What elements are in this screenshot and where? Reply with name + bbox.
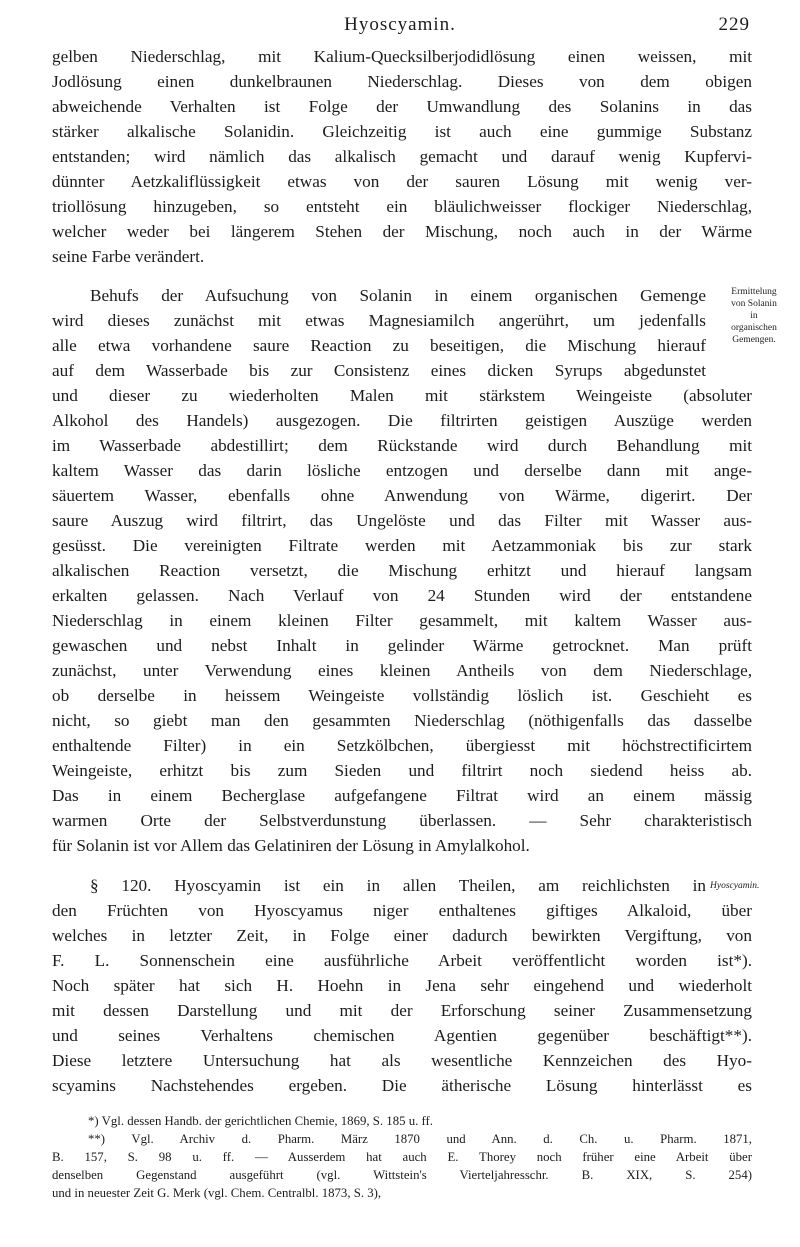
footnote: *) Vgl. dessen Handb. der gerichtlichen Chemie, 1869, S. 185 u. ff. [88,1114,433,1128]
text-line: den Früchten von Hyoscyamus niger enthaltenes giftiges Alkaloid, über [52,901,752,920]
text-line: säuertem Wasser, ebenfalls ohne Anwendung von Wärme, digerirt. Der [52,486,752,505]
text-line: Alkohol des Handels) ausgezogen. Die filtrirten geistigen Auszüge werden [52,411,752,430]
text-line: welches in letzter Zeit, in Folge einer dadurch bewirkten Vergiftung, von [52,926,752,945]
text-line: Jodlösung einen dunkelbraunen Niederschlag. Dieses von dem obigen [52,72,752,91]
text-line: gesüsst. Die vereinigten Filtrate werden mit Aetzammoniak bis zur stark [52,536,752,555]
text-line: Noch später hat sich H. Hoehn in Jena sehr eingehend und wiederholt [52,976,752,995]
text-line: seine Farbe verändert. [52,247,205,266]
footnote: **) Vgl. Archiv d. Pharm. März 1870 und Ann. d. Ch. u. Pharm. 1871, [88,1132,752,1146]
text-line: und seines Verhaltens chemischen Agentien gegenüber beschäftigt**). [52,1026,752,1045]
text-line: kaltem Wasser das darin lösliche entzogen und derselbe dann mit ange- [52,461,752,480]
footnote-line: B. 157, S. 98 u. ff. — Ausserdem hat auch E. Thorey noch früher eine Arbeit über [52,1150,752,1164]
text-line: zunächst, unter Verwendung eines kleinen Antheils von dem Niederschlage, [52,661,752,680]
text-line: alkalischen Reaction versetzt, die Mischung erhitzt und hierauf langsam [52,561,752,580]
text-line: scyamins Nachstehendes ergeben. Die ätherische Lösung hinterlässt es [52,1076,752,1095]
text-line: und dieser zu wiederholten Malen mit stärkstem Weingeiste (absoluter [52,386,752,405]
text-line: wird dieses zunächst mit etwas Magnesiamilch angerührt, um jedenfalls [52,311,706,330]
text-line: Behufs der Aufsuchung von Solanin in einem organischen Gemenge [90,286,706,305]
margin-note: Ermittelung von Solanin in organischen Gemengen. [731,287,777,345]
running-head: Hyoscyamin. [344,14,456,35]
text-line: alle etwa vorhandene saure Reaction zu beseitigen, die Mischung hierauf [52,336,706,355]
text-line: Das in einem Becherglase aufgefangene Filtrat wird an einem mässig [52,786,752,805]
text-line: entstanden; wird nämlich das alkalisch gemacht und darauf wenig Kupfervi- [52,147,752,166]
text-line: warmen Orte der Selbstverdunstung überlassen. — Sehr charakteristisch [52,811,752,830]
text-line: Weingeiste, erhitzt bis zum Sieden und filtrirt noch siedend heiss ab. [52,761,752,780]
text-line: für Solanin ist vor Allem das Gelatiniren der Lösung in Amylalkohol. [52,836,530,855]
margin-note: Hyoscyamin. [710,881,760,891]
text-line: saure Auszug wird filtrirt, das Ungelöste und das Filter mit Wasser aus- [52,511,752,530]
text-line: im Wasserbade abdestillirt; dem Rückstande wird durch Behandlung mit [52,436,752,455]
page-number: 229 [718,14,750,35]
footnote-line: und in neuester Zeit G. Merk (vgl. Chem. Centralbl. 1873, S. 3), [52,1186,382,1200]
text-line: dünnter Aetzkaliflüssigkeit etwas von der sauren Lösung mit wenig ver- [52,172,752,191]
text-line: Diese letztere Untersuchung hat als wesentliche Kennzeichen des Hyo- [52,1051,752,1070]
text-line: erkalten gelassen. Nach Verlauf von 24 Stunden wird der entstandene [52,586,752,605]
text-line: ob derselbe in heissem Weingeiste vollständig löslich ist. Geschieht es [52,686,752,705]
text-line: welcher weder bei längerem Stehen der Mischung, noch auch in der Wärme [52,222,752,241]
text-line: triollösung hinzugeben, so entsteht ein bläulichweisser flockiger Niederschlag, [52,197,752,216]
text-line: nicht, so giebt man den gesammten Niederschlag (nöthigenfalls das dasselbe [52,711,752,730]
text-line: Niederschlag in einem kleinen Filter gesammelt, mit kaltem Wasser aus- [52,611,752,630]
text-line: mit dessen Darstellung und mit der Erforschung seiner Zusammensetzung [52,1001,752,1020]
text-line: F. L. Sonnenschein eine ausführliche Arbeit veröffentlicht worden ist*). [52,951,752,970]
text-line: auf dem Wasserbade bis zur Consistenz eines dicken Syrups abgedunstet [52,361,706,380]
footnote-line: denselben Gegenstand ausgeführt (vgl. Wittstein's Vierteljahresschr. B. XIX, S. 254) [52,1168,752,1182]
text-line: stärker alkalische Solanidin. Gleichzeitig ist auch eine gummige Substanz [52,122,752,141]
text-line: gelben Niederschlag, mit Kalium-Quecksilberjodidlösung einen weissen, mit [52,47,752,66]
text-line: abweichende Verhalten ist Folge der Umwandlung des Solanins in das [52,97,752,116]
text-line: enthaltende Filter) in ein Setzkölbchen, übergiesst mit höchstrectificirtem [52,736,752,755]
section-heading-line: § 120. Hyoscyamin ist ein in allen Theilen, am reichlichsten in [90,876,706,895]
text-line: gewaschen und nebst Inhalt in gelinder Wärme getrocknet. Man prüft [52,636,752,655]
